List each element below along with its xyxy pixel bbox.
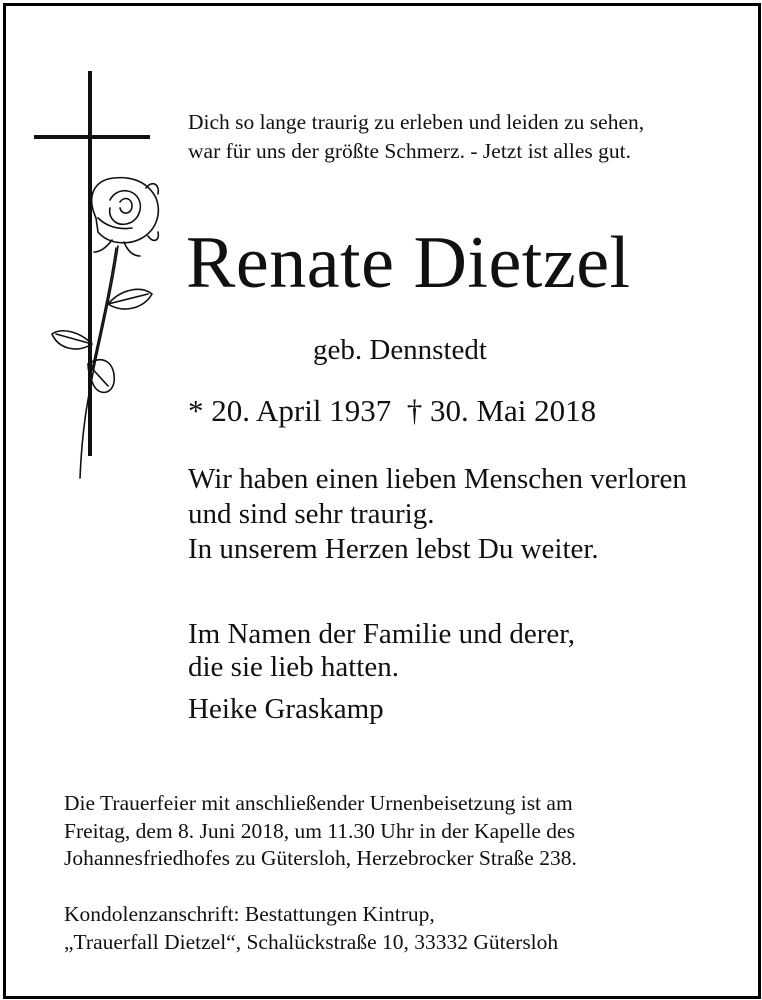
signer-name: Heike Graskamp — [188, 693, 384, 725]
family-line: Im Namen der Familie und derer, — [188, 618, 575, 650]
cross-with-rose — [28, 68, 168, 488]
rose-icon — [52, 178, 158, 478]
service-line: Freitag, dem 8. Juni 2018, um 11.30 Uhr in der Kapelle des — [64, 818, 575, 843]
maiden-name: geb. Dennstedt — [313, 334, 487, 366]
quote-line: war für uns der größte Schmerz. - Jetzt ist alles gut. — [188, 139, 632, 163]
quote-line: Dich so lange traurig zu erleben und leiden zu sehen, — [188, 110, 645, 134]
message-line: In unserem Herzen lebst Du weiter. — [188, 533, 599, 565]
opening-quote — [188, 108, 644, 166]
condolence-line: Kondolenzanschrift: Bestattungen Kintrup, — [64, 902, 435, 926]
funeral-service-info — [64, 790, 577, 873]
deceased-name: Renate Dietzel — [186, 222, 631, 304]
life-dates: * 20. April 1937 † 30. Mai 2018 — [188, 393, 597, 428]
message-line: und sind sehr traurig. — [188, 498, 435, 530]
family-statement — [188, 618, 575, 684]
cross-icon — [34, 71, 150, 456]
service-line: Johannesfriedhofes zu Gütersloh, Herzebrocker Straße 238. — [64, 846, 577, 870]
condolence-line: „Trauerfall Dietzel“, Schalückstraße 10, 33332 Gütersloh — [64, 930, 559, 954]
message-line: Wir haben einen lieben Menschen verloren — [188, 463, 687, 495]
service-line: Die Trauerfeier mit anschließender Urnenbeisetzung ist am — [64, 791, 573, 815]
condolence-address — [64, 900, 558, 956]
family-line: die sie lieb hatten. — [188, 651, 399, 683]
mourning-message — [188, 462, 687, 567]
